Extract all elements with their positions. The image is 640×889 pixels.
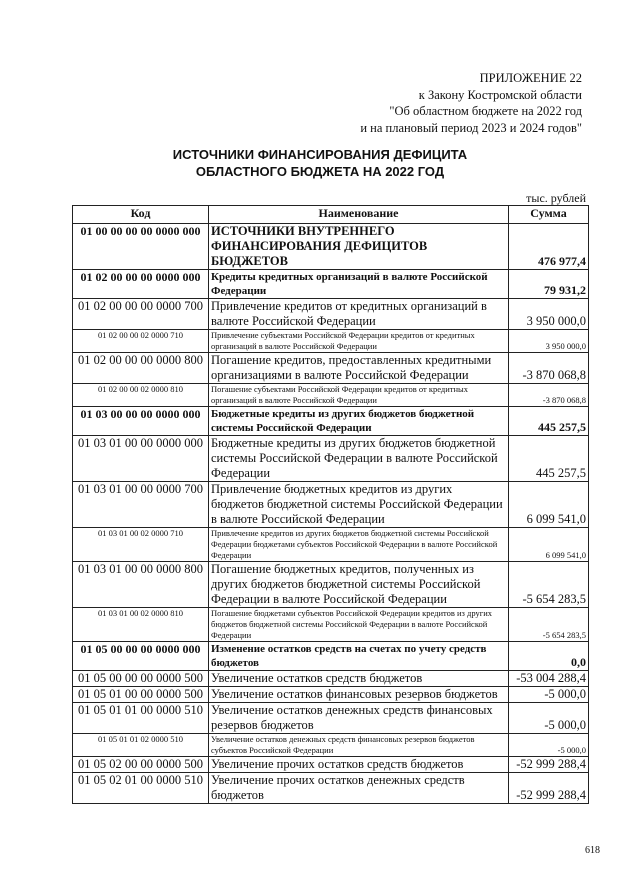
document-title-line1: ИСТОЧНИКИ ФИНАНСИРОВАНИЯ ДЕФИЦИТА (172, 147, 468, 162)
table-row (73, 562, 589, 608)
cell-code: 01 03 01 00 00 0000 000 (73, 436, 209, 482)
cell-sum: -3 870 068,8 (509, 384, 589, 407)
cell-code: 01 03 00 00 00 0000 000 (73, 407, 209, 436)
cell-code: 01 05 02 01 00 0000 510 (73, 773, 209, 804)
cell-name: Бюджетные кредиты из других бюджетов бюджетной системы Российской Федерации в валюте Российской Федерации (209, 436, 509, 482)
cell-sum: -53 004 288,4 (509, 671, 589, 687)
appendix-law-title: "Об областном бюджете на 2022 год (389, 104, 582, 118)
cell-sum: -5 654 283,5 (509, 562, 589, 608)
table-row (73, 353, 589, 384)
cell-name: Увеличение остатков средств бюджетов (209, 671, 509, 687)
cell-name: ИСТОЧНИКИ ВНУТРЕННЕГО ФИНАНСИРОВАНИЯ ДЕФИЦИТОВ БЮДЖЕТОВ (209, 224, 509, 270)
cell-name: Увеличение остатков денежных средств финансовых резервов бюджетов субъектов Российской Федерации (209, 734, 509, 757)
cell-name: Погашение бюджетных кредитов, полученных из других бюджетов бюджетной системы Российской Федерации в валюте Российской Федерации (209, 562, 509, 608)
table-header-row (73, 206, 589, 224)
cell-sum: -3 870 068,8 (509, 353, 589, 384)
cell-sum: 445 257,5 (509, 407, 589, 436)
cell-sum: -5 000,0 (509, 687, 589, 703)
cell-sum: -52 999 288,4 (509, 757, 589, 773)
cell-code: 01 05 01 00 00 0000 500 (73, 687, 209, 703)
cell-code: 01 02 00 00 02 0000 710 (73, 330, 209, 353)
cell-sum: -5 000,0 (509, 703, 589, 734)
table-row (73, 482, 589, 528)
financing-sources-table (72, 205, 589, 804)
cell-sum: 476 977,4 (509, 224, 589, 270)
page-number: 618 (585, 845, 600, 856)
table-row (73, 757, 589, 773)
column-header-code: Код (73, 206, 209, 224)
cell-sum: -5 000,0 (509, 734, 589, 757)
cell-name: Привлечение кредитов из других бюджетов бюджетной системы Российской Федерации бюджетами субъектов Российской Федерации в валюте Российской Федерации (209, 528, 509, 562)
cell-sum: 3 950 000,0 (509, 299, 589, 330)
cell-code: 01 05 01 01 00 0000 510 (73, 703, 209, 734)
cell-code: 01 03 01 00 02 0000 810 (73, 608, 209, 642)
cell-code: 01 03 01 00 00 0000 800 (73, 562, 209, 608)
table-row (73, 608, 589, 642)
cell-code: 01 02 00 00 02 0000 810 (73, 384, 209, 407)
table-row (73, 436, 589, 482)
cell-code: 01 05 02 00 00 0000 500 (73, 757, 209, 773)
table-row (73, 687, 589, 703)
appendix-header (360, 70, 582, 136)
cell-sum: -52 999 288,4 (509, 773, 589, 804)
cell-code: 01 02 00 00 00 0000 800 (73, 353, 209, 384)
cell-sum: 6 099 541,0 (509, 482, 589, 528)
cell-sum: 3 950 000,0 (509, 330, 589, 353)
table-row (73, 773, 589, 804)
cell-name: Погашение субъектами Российской Федерации кредитов от кредитных организаций в валюте Российской Федерации (209, 384, 509, 407)
cell-name: Увеличение остатков денежных средств финансовых резервов бюджетов (209, 703, 509, 734)
cell-name: Погашение бюджетами субъектов Российской Федерации кредитов из других бюджетов бюджетной системы Российской Федерации в валюте Российской Федерации (209, 608, 509, 642)
cell-code: 01 00 00 00 00 0000 000 (73, 224, 209, 270)
cell-name: Увеличение прочих остатков денежных средств бюджетов (209, 773, 509, 804)
appendix-law-period: и на плановый период 2023 и 2024 годов" (360, 120, 582, 135)
cell-code: 01 03 01 00 00 0000 700 (73, 482, 209, 528)
table-row (73, 270, 589, 299)
cell-name: Увеличение остатков финансовых резервов бюджетов (209, 687, 509, 703)
cell-name: Увеличение прочих остатков средств бюджетов (209, 757, 509, 773)
cell-name: Привлечение бюджетных кредитов из других бюджетов бюджетной системы Российской Федерации в валюте Российской Федерации (209, 482, 509, 528)
cell-code: 01 02 00 00 00 0000 700 (73, 299, 209, 330)
column-header-sum: Сумма (509, 206, 589, 224)
cell-code: 01 02 00 00 00 0000 000 (73, 270, 209, 299)
cell-name: Привлечение субъектами Российской Федерации кредитов от кредитных организаций в валюте Российской Федерации (209, 330, 509, 353)
unit-label: тыс. рублей (526, 191, 586, 205)
cell-sum: -5 654 283,5 (509, 608, 589, 642)
document-title-line2: ОБЛАСТНОГО БЮДЖЕТА НА 2022 ГОД (195, 164, 445, 179)
cell-name: Изменение остатков средств на счетах по учету средств бюджетов (209, 642, 509, 671)
table-row (73, 642, 589, 671)
table-row (73, 703, 589, 734)
table-row (73, 734, 589, 757)
table-row (73, 224, 589, 270)
appendix-law-ref: к Закону Костромской области (418, 87, 582, 102)
cell-code: 01 05 00 00 00 0000 000 (73, 642, 209, 671)
cell-sum: 6 099 541,0 (509, 528, 589, 562)
cell-name: Кредиты кредитных организаций в валюте Российской Федерации (209, 270, 509, 299)
cell-code: 01 03 01 00 02 0000 710 (73, 528, 209, 562)
table-body (73, 224, 589, 804)
document-title (0, 146, 640, 180)
cell-code: 01 05 00 00 00 0000 500 (73, 671, 209, 687)
appendix-number: ПРИЛОЖЕНИЕ 22 (479, 71, 582, 85)
cell-sum: 0,0 (509, 642, 589, 671)
cell-name: Привлечение кредитов от кредитных организаций в валюте Российской Федерации (209, 299, 509, 330)
cell-code: 01 05 01 01 02 0000 510 (73, 734, 209, 757)
table-row (73, 671, 589, 687)
cell-sum: 445 257,5 (509, 436, 589, 482)
table-row (73, 528, 589, 562)
cell-name: Погашение кредитов, предоставленных кредитными организациями в валюте Российской Федерации (209, 353, 509, 384)
cell-sum: 79 931,2 (509, 270, 589, 299)
cell-name: Бюджетные кредиты из других бюджетов бюджетной системы Российской Федерации (209, 407, 509, 436)
table-row (73, 330, 589, 353)
table-row (73, 384, 589, 407)
table-row (73, 407, 589, 436)
table-row (73, 299, 589, 330)
column-header-name: Наименование (209, 206, 509, 224)
